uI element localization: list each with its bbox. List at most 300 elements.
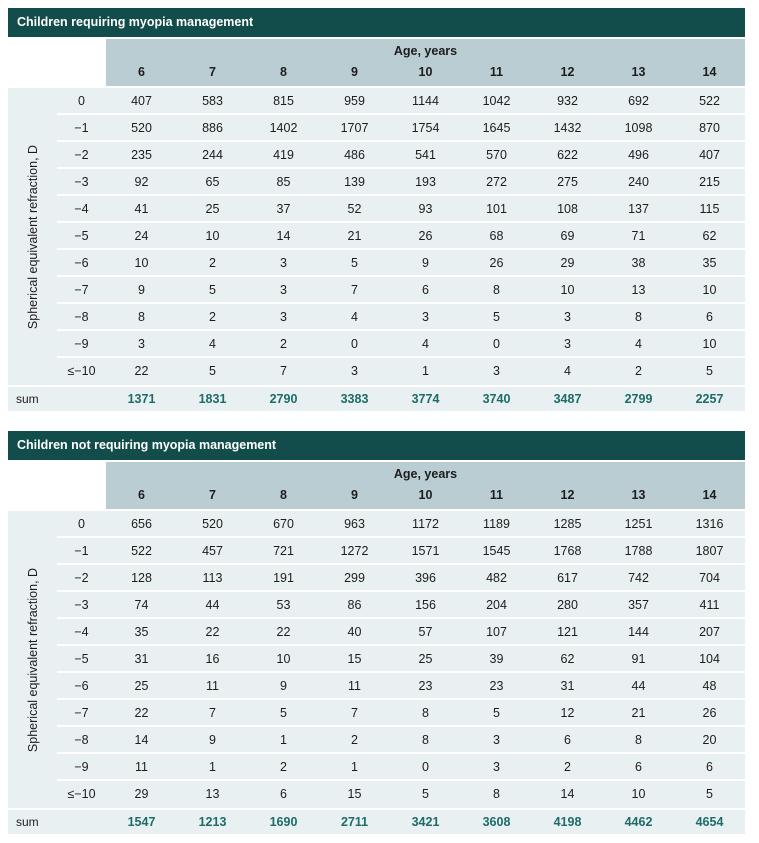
row-cells — [106, 283, 745, 297]
table-cell: 959 — [344, 93, 365, 108]
table-cell: 2 — [280, 336, 287, 351]
row-axis-label: Spherical equivalent refraction, D — [25, 144, 40, 329]
table-row — [8, 646, 745, 671]
table-cell: 7 — [280, 363, 287, 378]
table-cell: 7 — [351, 282, 358, 297]
table-cell: 235 — [131, 147, 152, 162]
table-row — [8, 619, 745, 644]
table-cell: 52 — [347, 201, 362, 216]
table-cell: 26 — [418, 228, 433, 243]
table-row — [8, 592, 745, 617]
table-cell: 482 — [486, 570, 507, 585]
age-header-cell: 13 — [631, 65, 646, 79]
table-cell: 1707 — [340, 120, 369, 135]
table-cell: 26 — [489, 255, 504, 270]
sum-cell: 4462 — [624, 815, 653, 829]
age-header-cell: 6 — [138, 488, 145, 502]
table-cell: 272 — [486, 174, 507, 189]
row-cells — [106, 625, 745, 639]
table-cell: 7 — [209, 705, 216, 720]
table-cell: 86 — [347, 597, 362, 612]
table-cell: 419 — [273, 147, 294, 162]
table-cell: 22 — [134, 363, 149, 378]
table-cell: 41 — [134, 201, 149, 216]
row-label: −9 — [74, 336, 89, 351]
table-cell: 721 — [273, 543, 294, 558]
table-row — [8, 538, 745, 563]
table-row — [8, 565, 745, 590]
row-label: −5 — [74, 228, 89, 243]
table-cell: 486 — [344, 147, 365, 162]
table-row — [8, 511, 745, 536]
table-cell: 704 — [699, 570, 720, 585]
table-cell: 617 — [557, 570, 578, 585]
table-cell: 522 — [699, 93, 720, 108]
table-cell: 121 — [557, 624, 578, 639]
table-cell: 14 — [560, 786, 575, 801]
row-cells — [106, 337, 745, 351]
table-cell: 240 — [628, 174, 649, 189]
table-cell: 108 — [557, 201, 578, 216]
table-cell: 29 — [134, 786, 149, 801]
table-cell: 8 — [493, 282, 500, 297]
table-cell: 35 — [702, 255, 717, 270]
row-cells — [106, 229, 745, 243]
table-cell: 0 — [422, 759, 429, 774]
age-header-title: Age, years — [393, 44, 458, 58]
sum-cell: 4198 — [553, 815, 582, 829]
table-cell: 963 — [344, 516, 365, 531]
table-cell: 6 — [706, 759, 713, 774]
table-cell: 9 — [280, 678, 287, 693]
table-cell: 191 — [273, 570, 294, 585]
table-cell: 3 — [280, 309, 287, 324]
table-cell: 68 — [489, 228, 504, 243]
table-cell: 62 — [702, 228, 717, 243]
row-cells — [106, 310, 745, 324]
table-cell: 6 — [706, 309, 713, 324]
table-cell: 886 — [202, 120, 223, 135]
table-cell: 1172 — [412, 516, 439, 531]
table-cell: 4 — [635, 336, 642, 351]
table-row — [8, 727, 745, 752]
table-cell: 457 — [202, 543, 223, 558]
age-header-row — [106, 65, 745, 79]
table-cell: 21 — [347, 228, 362, 243]
table-title: Children not requiring myopia management — [8, 431, 745, 460]
table-cell: 115 — [699, 201, 720, 216]
table-cell: 3 — [280, 282, 287, 297]
table-cell: 280 — [557, 597, 578, 612]
table-cell: 4 — [564, 363, 571, 378]
table-cell: 815 — [273, 93, 294, 108]
table-cell: 10 — [276, 651, 291, 666]
table-cell: 299 — [344, 570, 365, 585]
table-cell: 520 — [131, 120, 152, 135]
table-cell: 1645 — [482, 120, 511, 135]
table-row — [8, 88, 745, 113]
sum-cell: 3383 — [340, 392, 369, 406]
row-label: −5 — [74, 651, 89, 666]
table-cell: 1042 — [482, 93, 511, 108]
table-cell: 520 — [202, 516, 223, 531]
sum-label: sum — [16, 392, 39, 406]
age-header-cell: 11 — [489, 488, 504, 502]
table-cell: 0 — [351, 336, 358, 351]
table-cell: 1 — [422, 363, 429, 378]
table-cell: 3 — [422, 309, 429, 324]
table-cell: 1251 — [624, 516, 653, 531]
table-cell: 1316 — [695, 516, 724, 531]
table-cell: 407 — [131, 93, 152, 108]
row-cells — [106, 760, 745, 774]
table-cell: 692 — [628, 93, 649, 108]
table-cell: 1 — [209, 759, 216, 774]
row-label: 0 — [78, 516, 85, 531]
age-header-cell: 9 — [351, 488, 358, 502]
table-title: Children requiring myopia management — [8, 8, 745, 37]
table-cell: 128 — [131, 570, 152, 585]
row-label: −9 — [74, 759, 89, 774]
table-cell: 411 — [699, 597, 720, 612]
table-cell: 35 — [134, 624, 149, 639]
table-cell: 11 — [348, 678, 361, 693]
table-cell: 9 — [209, 732, 216, 747]
table-body — [8, 88, 745, 385]
table-cell: 85 — [276, 174, 291, 189]
table-cell: 22 — [276, 624, 291, 639]
table-cell: 6 — [635, 759, 642, 774]
table-cell: 2 — [564, 759, 571, 774]
row-label: 0 — [78, 93, 85, 108]
sum-cell: 1213 — [198, 815, 227, 829]
table-cell: 71 — [631, 228, 646, 243]
table-cell: 193 — [415, 174, 436, 189]
table-cell: 5 — [706, 363, 713, 378]
table-cell: 8 — [422, 705, 429, 720]
table-cell: 37 — [276, 201, 291, 216]
table-cell: 53 — [276, 597, 291, 612]
table-cell: 6 — [564, 732, 571, 747]
table-cell: 1285 — [553, 516, 582, 531]
table-cell: 8 — [635, 732, 642, 747]
age-header-cell: 14 — [702, 488, 717, 502]
row-label: −3 — [74, 174, 89, 189]
column-header — [8, 39, 745, 86]
table-cell: 6 — [280, 786, 287, 801]
table-cell: 3 — [138, 336, 145, 351]
table-cell: 5 — [493, 309, 500, 324]
table-cell: 31 — [560, 678, 575, 693]
table-cell: 25 — [418, 651, 433, 666]
table-cell: 670 — [273, 516, 294, 531]
table-row — [8, 250, 745, 275]
sum-cells — [106, 810, 745, 834]
table-row — [8, 358, 745, 383]
table-cell: 11 — [135, 759, 148, 774]
table-cell: 1402 — [269, 120, 298, 135]
sum-cell: 1690 — [269, 815, 298, 829]
row-cells — [106, 544, 745, 558]
table-cell: 62 — [560, 651, 575, 666]
table-cell: 7 — [351, 705, 358, 720]
table-cell: 742 — [628, 570, 649, 585]
row-cells — [106, 175, 745, 189]
table-cell: 5 — [351, 255, 358, 270]
sum-cell: 1831 — [198, 392, 227, 406]
table-section-not-requiring — [8, 431, 745, 834]
table-cell: 1272 — [340, 543, 369, 558]
table-cell: 26 — [702, 705, 717, 720]
table-row — [8, 277, 745, 302]
row-label: −7 — [74, 705, 89, 720]
table-cell: 2 — [209, 255, 216, 270]
row-cells — [106, 364, 745, 378]
table-row — [8, 115, 745, 140]
table-cell: 21 — [631, 705, 646, 720]
table-row — [8, 781, 745, 806]
table-cell: 24 — [134, 228, 149, 243]
table-cell: 583 — [202, 93, 223, 108]
table-cell: 1754 — [411, 120, 440, 135]
table-cell: 92 — [134, 174, 149, 189]
table-cell: 0 — [493, 336, 500, 351]
table-cell: 10 — [702, 336, 717, 351]
table-row — [8, 196, 745, 221]
sum-cells — [106, 387, 745, 411]
table-cell: 1545 — [482, 543, 511, 558]
table-row — [8, 169, 745, 194]
table-cell: 31 — [134, 651, 149, 666]
table-cell: 8 — [422, 732, 429, 747]
table-cell: 39 — [489, 651, 504, 666]
table-cell: 932 — [557, 93, 578, 108]
table-cell: 38 — [631, 255, 646, 270]
table-cell: 69 — [560, 228, 575, 243]
table-cell: 1144 — [412, 93, 439, 108]
row-label: −2 — [74, 147, 89, 162]
table-cell: 656 — [131, 516, 152, 531]
sum-cell: 2799 — [624, 392, 653, 406]
row-label: −1 — [74, 543, 89, 558]
table-cell: 12 — [560, 705, 575, 720]
table-cell: 25 — [205, 201, 220, 216]
table-cell: 2 — [280, 759, 287, 774]
table-cell: 204 — [486, 597, 507, 612]
table-cell: 244 — [202, 147, 223, 162]
sum-cell: 1371 — [127, 392, 156, 406]
table-cell: 104 — [699, 651, 720, 666]
table-cell: 496 — [628, 147, 649, 162]
age-header-cell: 8 — [280, 488, 287, 502]
table-cell: 93 — [418, 201, 433, 216]
row-label: −8 — [74, 309, 89, 324]
row-label: −6 — [74, 255, 89, 270]
row-label: −7 — [74, 282, 89, 297]
table-cell: 144 — [628, 624, 649, 639]
table-cell: 40 — [347, 624, 362, 639]
sum-label: sum — [16, 815, 39, 829]
table-row — [8, 754, 745, 779]
table-cell: 3 — [351, 363, 358, 378]
table-cell: 22 — [205, 624, 220, 639]
table-cell: 3 — [493, 363, 500, 378]
table-cell: 23 — [489, 678, 504, 693]
table-cell: 407 — [699, 147, 720, 162]
row-label: −4 — [74, 624, 89, 639]
row-label: ≤−10 — [67, 363, 96, 378]
age-header-cell: 10 — [418, 488, 433, 502]
table-cell: 1 — [351, 759, 358, 774]
table-cell: 2 — [351, 732, 358, 747]
age-header-cell: 13 — [631, 488, 646, 502]
table-cell: 44 — [631, 678, 646, 693]
table-cell: 11 — [206, 678, 219, 693]
table-cell: 1807 — [695, 543, 724, 558]
table-row — [8, 304, 745, 329]
table-cell: 622 — [557, 147, 578, 162]
age-header-cell: 14 — [702, 65, 717, 79]
table-cell: 1 — [280, 732, 287, 747]
row-cells — [106, 94, 745, 108]
sum-cell: 4654 — [695, 815, 724, 829]
sum-cell: 3774 — [411, 392, 440, 406]
table-cell: 137 — [628, 201, 649, 216]
row-cells — [106, 517, 745, 531]
row-cells — [106, 706, 745, 720]
row-label: −2 — [74, 570, 89, 585]
row-cells — [106, 652, 745, 666]
table-cell: 3 — [280, 255, 287, 270]
table-row — [8, 223, 745, 248]
age-header-cell: 10 — [418, 65, 433, 79]
table-cell: 9 — [422, 255, 429, 270]
row-label: −4 — [74, 201, 89, 216]
table-row — [8, 700, 745, 725]
row-cells — [106, 571, 745, 585]
table-cell: 22 — [134, 705, 149, 720]
age-header-cell: 7 — [209, 65, 216, 79]
table-cell: 4 — [209, 336, 216, 351]
table-cell: 8 — [138, 309, 145, 324]
table-cell: 91 — [631, 651, 646, 666]
table-cell: 44 — [205, 597, 220, 612]
table-cell: 1788 — [624, 543, 653, 558]
row-cells — [106, 733, 745, 747]
row-label: −8 — [74, 732, 89, 747]
table-cell: 8 — [635, 309, 642, 324]
table-cell: 1189 — [483, 516, 510, 531]
table-cell: 15 — [347, 786, 362, 801]
table-cell: 20 — [702, 732, 717, 747]
table-cell: 541 — [415, 147, 436, 162]
table-cell: 522 — [131, 543, 152, 558]
row-label: −1 — [74, 120, 89, 135]
table-row — [8, 142, 745, 167]
row-cells — [106, 679, 745, 693]
table-cell: 10 — [702, 282, 717, 297]
table-cell: 5 — [493, 705, 500, 720]
table-cell: 8 — [493, 786, 500, 801]
table-cell: 6 — [422, 282, 429, 297]
table-cell: 5 — [706, 786, 713, 801]
table-section-requiring — [8, 8, 745, 411]
table-cell: 29 — [560, 255, 575, 270]
row-cells — [106, 598, 745, 612]
table-cell: 65 — [205, 174, 220, 189]
table-cell: 396 — [415, 570, 436, 585]
table-cell: 5 — [209, 363, 216, 378]
table-cell: 25 — [134, 678, 149, 693]
table-cell: 1768 — [553, 543, 582, 558]
sum-cell: 3740 — [482, 392, 511, 406]
table-cell: 107 — [486, 624, 507, 639]
age-header-cell: 8 — [280, 65, 287, 79]
table-cell: 1432 — [553, 120, 582, 135]
table-cell: 207 — [699, 624, 720, 639]
table-cell: 2 — [635, 363, 642, 378]
table-cell: 4 — [422, 336, 429, 351]
row-label: −3 — [74, 597, 89, 612]
table-cell: 3 — [564, 309, 571, 324]
table-cell: 4 — [351, 309, 358, 324]
age-header-cell: 7 — [209, 488, 216, 502]
table-cell: 14 — [276, 228, 291, 243]
sum-cell: 2711 — [340, 815, 369, 829]
sum-cell: 2257 — [695, 392, 724, 406]
table-cell: 215 — [699, 174, 720, 189]
table-cell: 10 — [205, 228, 220, 243]
table-cell: 1571 — [411, 543, 440, 558]
table-cell: 5 — [422, 786, 429, 801]
sum-row — [8, 810, 745, 834]
table-cell: 3 — [493, 732, 500, 747]
table-cell: 74 — [134, 597, 149, 612]
sum-cell: 3421 — [411, 815, 440, 829]
table-cell: 5 — [209, 282, 216, 297]
table-cell: 10 — [134, 255, 149, 270]
table-cell: 5 — [280, 705, 287, 720]
table-cell: 57 — [418, 624, 433, 639]
age-header-cell: 11 — [489, 65, 504, 79]
column-header — [8, 462, 745, 509]
sum-cell: 2790 — [269, 392, 298, 406]
table-cell: 3 — [493, 759, 500, 774]
table-cell: 113 — [202, 570, 223, 585]
age-header-title: Age, years — [393, 467, 458, 481]
age-header-cell: 12 — [560, 488, 575, 502]
age-header-cell: 12 — [560, 65, 575, 79]
row-label: −6 — [74, 678, 89, 693]
row-label: ≤−10 — [67, 786, 96, 801]
table-cell: 10 — [560, 282, 575, 297]
row-cells — [106, 148, 745, 162]
table-cell: 23 — [418, 678, 433, 693]
sum-row — [8, 387, 745, 411]
row-cells — [106, 787, 745, 801]
table-cell: 2 — [209, 309, 216, 324]
table-body — [8, 511, 745, 808]
table-cell: 14 — [134, 732, 149, 747]
table-cell: 101 — [486, 201, 507, 216]
table-cell: 13 — [205, 786, 220, 801]
sum-cell: 1547 — [127, 815, 156, 829]
table-cell: 10 — [631, 786, 646, 801]
age-header-row — [106, 488, 745, 502]
table-cell: 156 — [415, 597, 436, 612]
table-cell: 15 — [347, 651, 362, 666]
table-cell: 16 — [205, 651, 220, 666]
